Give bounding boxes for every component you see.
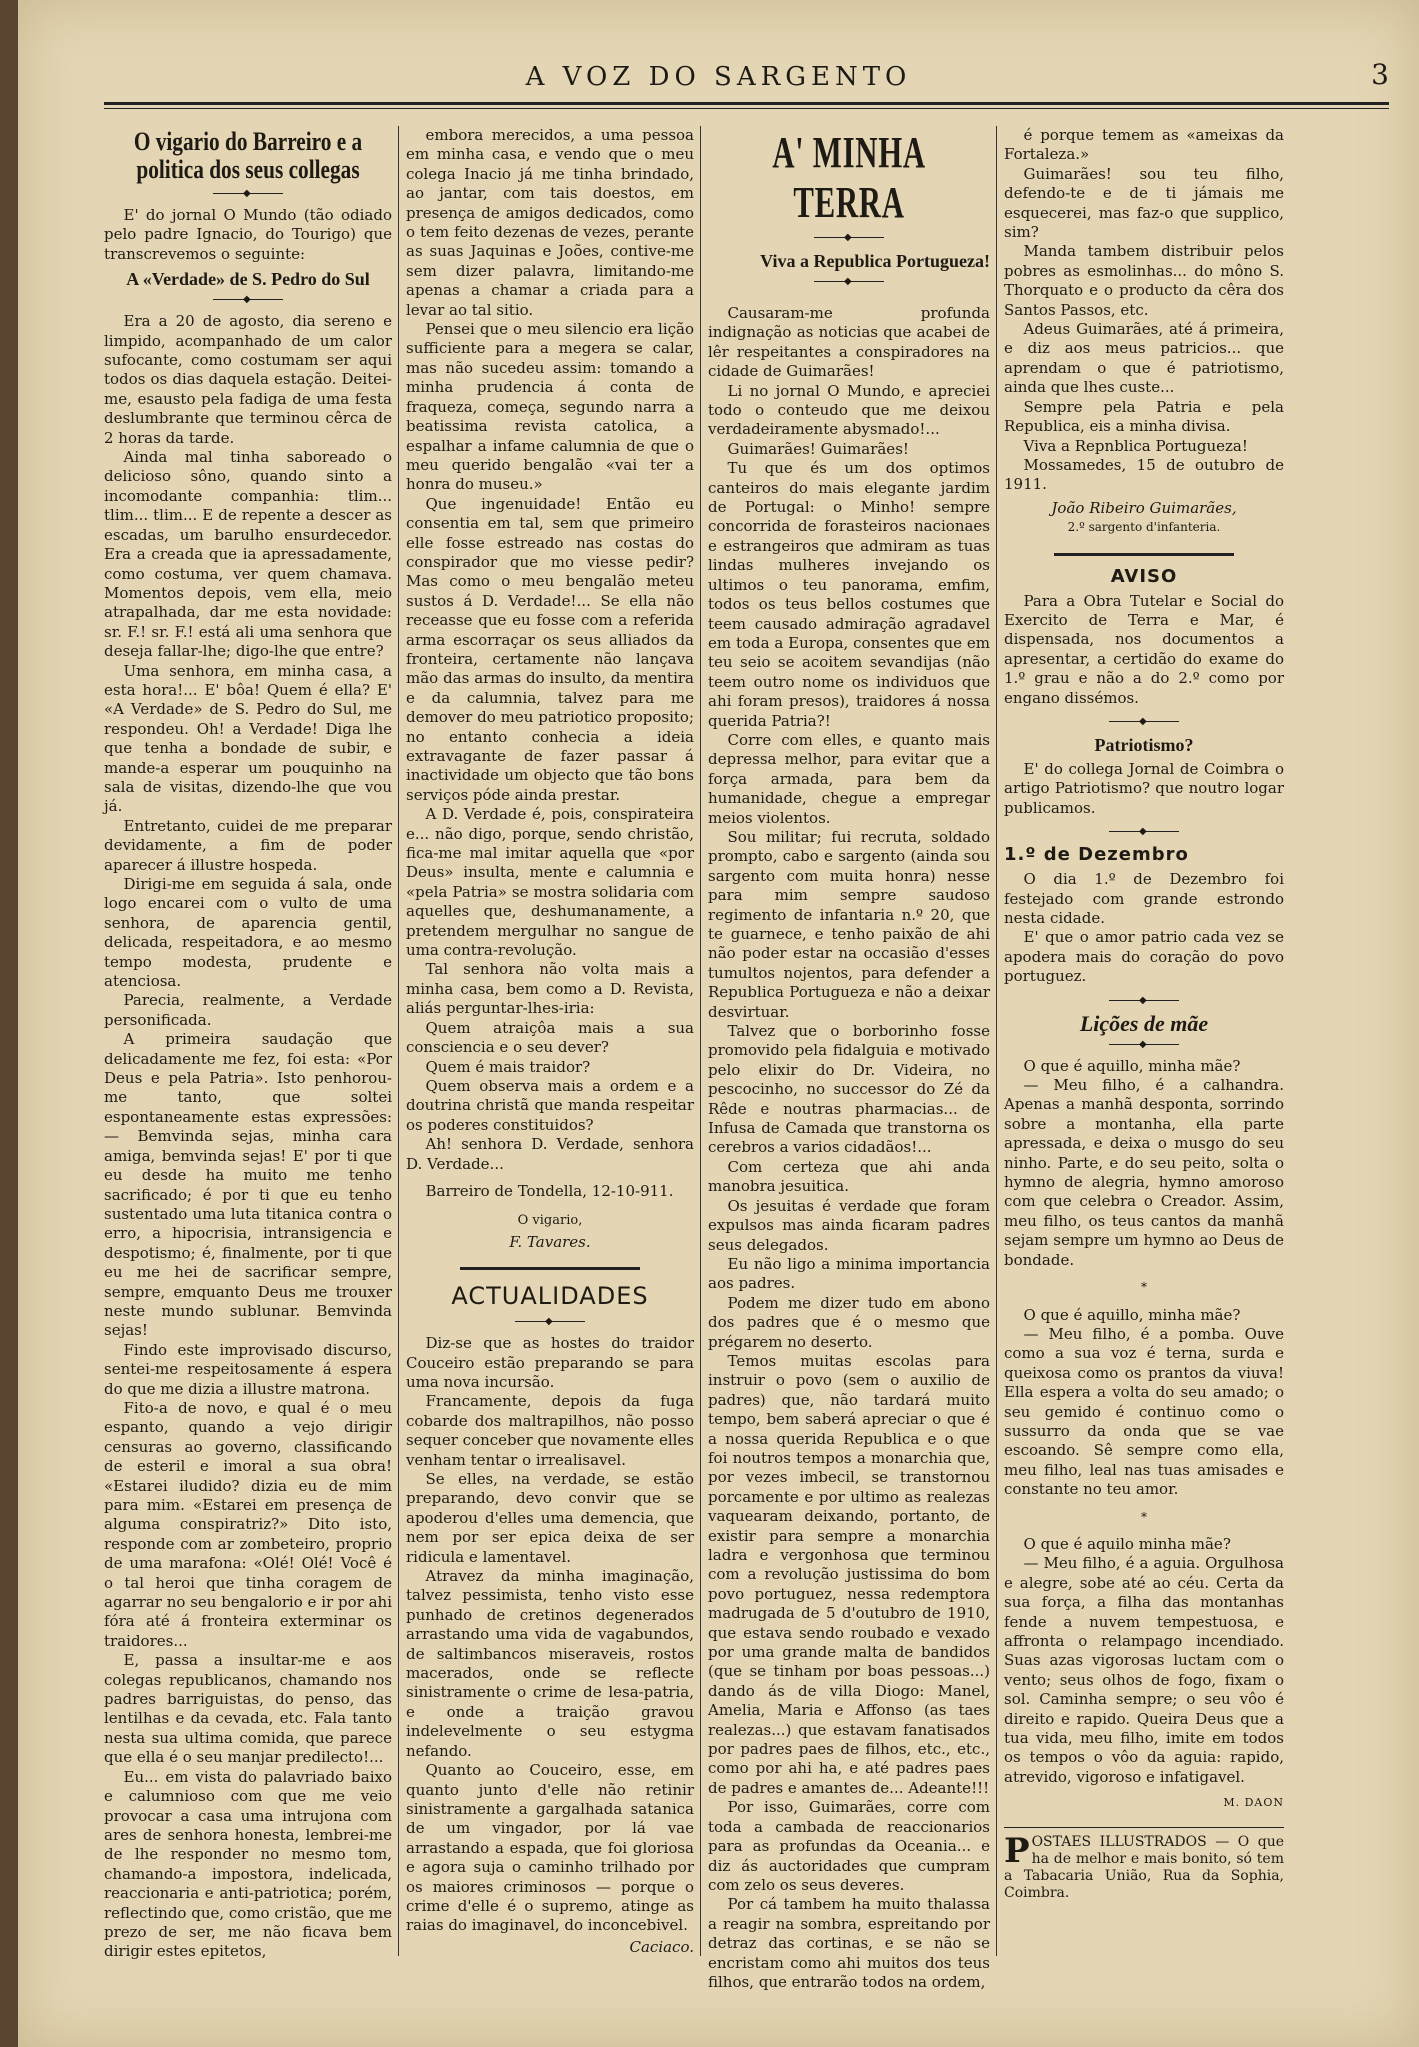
- article-dateline: Barreiro de Tondella, 12-10-911.: [425, 1181, 674, 1200]
- author-role: O vigario,: [517, 1213, 583, 1229]
- column-divider: [398, 126, 399, 1956]
- paragraph: Que ingenuidade! Então eu consentia em tal, sem que primeiro elle fosse estreado nas costas do conspirador que mo viesse pedir? Mas como o meu bengalão meteu sustos á D. Verdade!... Se ella não receasse que eu fosse com a referida arma escorraçar os seus alliados da fronteira, certamente não lançava mão das armas do insulto, da mentira e da calumnia, talvez para me demover do meu patriotico proposito; no entanto conhecia a ideia extravagante de fazer passar á inactividade um objecto que tão bons serviços póde ainda prestar.: [406, 494, 694, 804]
- paragraph: Sempre pela Patria e pela Republica, eis a minha divisa.: [1004, 397, 1284, 436]
- paragraph: Entretanto, cuidei de me preparar devidamente, a fim de poder aparecer á illustre hospeda.: [104, 816, 392, 874]
- author-signature: M. DAON: [1223, 1796, 1284, 1810]
- stanza-answer: — Meu filho, é a calhandra. Apenas a manhã desponta, sorrindo sobre a montanha, ella parte apressada, e deixa o musgo do seu ninho. Parte, e do seu peito, solta o hymno de alegria, hymno amoroso com que celebra o Creador. Assim, meu filho, os teus cantos da manhã sejam sempre um hymno ao Deus de bondade.: [1004, 1076, 1284, 1269]
- page-header: [18, 44, 1419, 114]
- article-intro: E' do jornal O Mundo (tão odiado pelo padre Ignacio, do Tourigo) que transcrevemos o seguinte:: [104, 206, 392, 263]
- notice-text: Para a Obra Tutelar e Social do Exercito de Terra e Mar, é dispensada, nos documentos a apresentar, a certidão do exame do 1.º grau e não a do 2.º como por engano dissémos.: [1004, 591, 1284, 707]
- stanza-question: O que é aquillo, minha mãe?: [1023, 1305, 1241, 1324]
- column-2: [406, 126, 694, 1956]
- article-title: O vigario do Barreiro e a politica dos seus collegas: [133, 127, 363, 184]
- ornament-divider: [1004, 716, 1284, 728]
- paragraph: Por cá tambem ha muito thalassa a reagir na sombra, espreitando por detraz das cortinas, e se não se encristam como ahi muitos dos teus filhos, que entrarão todos na ordem,: [708, 1895, 990, 1991]
- section-rule: [1004, 548, 1284, 560]
- article-body: [104, 312, 392, 1962]
- article-subtitle: Viva a Republica Portugueza!: [760, 251, 990, 271]
- stanza-separator: *: [1141, 1509, 1147, 1524]
- page-number: 3: [1371, 58, 1389, 91]
- article-body-continued: [1004, 126, 1284, 495]
- ad-text: OSTAES ILLUSTRADOS — O que ha de melhor e mais bonito, só tem a Tabacaria União, Rua da Sophia, Coimbra.: [1004, 1833, 1284, 1901]
- notice-body: [1004, 870, 1284, 986]
- paragraph: Talvez que o borborinho fosse promovido pela fidalguia e motivado pelo elixir do Dr. Videira, no pescocinho, no successor do Zé da Rêde e noutras pharmacias... de Infusa de Camada que transtorna os cerebros a varios cidadãos!...: [708, 1022, 990, 1157]
- article-subtitle: A «Verdade» de S. Pedro do Sul: [126, 269, 370, 290]
- poem-stanza: [1004, 1306, 1284, 1500]
- author-signature: Caciaco.: [629, 1937, 694, 1956]
- section-rule: [406, 1262, 694, 1274]
- section-title: ACTUALIDADES: [451, 1282, 649, 1311]
- paragraph: Por isso, Guimarães, corre com toda a cambada de reaccionarios para as profundas da Oceania... e diz ás auctoridades que cumpram com zelo os seus deveres.: [708, 1798, 990, 1894]
- stanza-answer: — Meu filho, é a aguia. Orgulhosa e alegre, sobe até ao céu. Certa da sua força, a filha das montanhas fende a nuvem tempestuosa, e affronta o relampago incendiado. Suas azas vigorosas luctam com o vento; seus olhos de fogo, fixam o sol. Caminha sempre; o seu vôo é direito e rapido. Queira Deus que a tua vida, meu filho, imite em todos os tempos o vôo da aguia: rapido, atrevido, vigoroso e infatigavel.: [1004, 1554, 1284, 1786]
- paragraph: Com certeza que ahi anda manobra jesuitica.: [708, 1157, 990, 1196]
- stanza-answer: — Meu filho, é a pomba. Ouve como a sua voz é terna, surda e queixosa como os prantos da viuva! Ella espera a volta do seu amado; o seu gemido é continuo como o sussurro da onda que se vae escoando. Sê sempre como ella, meu filho, leal nas tuas amisades e constante no teu amor.: [1004, 1324, 1284, 1499]
- paragraph: Se elles, na verdade, se estão preparando, devo convir que se apoderou d'elles uma demencia, que nem por ser epica deixa de ser ridicula e lamentavel.: [406, 1470, 694, 1566]
- paragraph: Sou militar; fui recruta, soldado prompto, cabo e sargento (ainda sou sargento com muita honra) nesse para mim sempre saudoso regimento de infantaria n.º 20, que te guarnece, e tenho paixão de ahi não poder estar na occasião d'esses tumultos nojentos, para defender a Republica Portugueza e não a deixar desvirtuar.: [708, 827, 990, 1021]
- notice-title: 1.º de Dezembro: [1004, 844, 1189, 866]
- paragraph: A primeira saudação que delicadamente me fez, foi esta: «Por Deus e pela Patria». Isto penhorou-me tanto, que soltei espontaneamente estas expressões: — Bemvinda sejas, minha cara amiga, bemvinda sejas! E' por ti que eu desde ha muito me tenho sacrificado; é por ti que eu tenho sustentado uma luta titanica contra o erro, a hipocrisia, intransigencia e despotismo; é, finalmente, por ti que eu me hei de sacrificar sempre, sempre, emquanto Deus me trouxer neste mundo sublunar. Bemvinda sejas!: [104, 1030, 392, 1340]
- ornament-divider: [406, 1316, 694, 1328]
- paragraph: Diz-se que as hostes do traidor Couceiro estão preparando se para uma nova incursão.: [406, 1334, 694, 1391]
- paragraph: A D. Verdade é, pois, conspirateira e... não digo, porque, sendo christão, fica-me mal imitar aquella que «por Deus» insulta, mente e calumnia e «pela Patria» se mostra solidaria com aquelles que, deshumanamente, a pretendem mergulhar no sangue de uma contra-revolução.: [406, 805, 694, 960]
- ornament-divider: [1004, 826, 1284, 838]
- paragraph: Pensei que o meu silencio era lição sufficiente para a megera se calar, mas não sucedeu assim: tomando a minha prudencia á conta de fraqueza, começa, segundo narra a beatissima revista catolica, a espalhar a infame calumnia de que o meu querido bengalão «vai ter a honra do museu.»: [406, 320, 694, 494]
- column-divider: [996, 126, 997, 1956]
- paragraph: Quem observa mais a ordem e a doutrina christã que manda respeitar os poderes constituidos?: [406, 1076, 694, 1134]
- author-signature: F. Tavares.: [509, 1232, 591, 1251]
- newspaper-page: [18, 0, 1419, 2047]
- ornament-divider: [1004, 1039, 1284, 1051]
- paragraph: Dirigi-me em seguida á sala, onde logo encarei com o vulto de uma senhora, de aparencia gentil, delicada, respeitadora, e ao mesmo tempo modesta, prudente e atenciosa.: [104, 875, 392, 991]
- paragraph: E, passa a insultar-me e aos colegas republicanos, chamando nos padres barriguistas, do penso, das lentilhas e da cevada, etc. Fala tanto nesta sua ultima comida, que parece que ella é o seu manjar predilecto!...: [104, 1651, 392, 1767]
- notice-text: E' do collega Jornal de Coimbra o artigo Patriotismo? que noutro logar publicamos.: [1004, 759, 1284, 817]
- ornament-divider: [708, 276, 990, 288]
- paragraph: Parecia, realmente, a Verdade personificada.: [104, 991, 392, 1029]
- paragraph: Uma senhora, em minha casa, a esta hora!... E' bôa! Quem é ella? E' «A Verdade» de S. Pedro do Sul, me respondeu. Oh! a Verdade! Diga lhe que tenha a bondade de subir, e mande-a esperar um pouquinho na sala de visitas, dizendo-lhe que vou já.: [104, 661, 392, 816]
- paragraph: Adeus Guimarães, até á primeira, e diz aos meus patricios... que aprendam o que é patriotismo, ainda que lhes custe...: [1004, 320, 1284, 397]
- paragraph: Quanto ao Couceiro, esse, em quanto junto d'elle não retinir sinistramente a gargalhada satanica de um vingador, por lá vae arrastando a espada, que foi gloriosa e agora suja o caminho trilhado por os maiores criminosos — porque o crime d'elle é o supremo, atinge as raias do imaginavel, do inconcebivel.: [406, 1761, 694, 1935]
- paragraph: Francamente, depois da fuga cobarde dos maltrapilhos, não posso sequer conceber que novamente elles venham tentar o irrealisavel.: [406, 1392, 694, 1469]
- stanza-separator: *: [1141, 1280, 1147, 1295]
- notice-title: AVISO: [1110, 565, 1178, 587]
- column-3: [708, 126, 990, 1991]
- author-role: 2.º sargento d'infanteria.: [1067, 520, 1221, 535]
- paragraph: Ainda mal tinha saboreado o delicioso sôno, quando sinto a incomodante companhia: tlim... tlim... tlim... E de repente a descer as escadas, um barulho ensurdecedor. Era a creada que ia apressadamente, como costuma, ver quem chamava. Momentos depois, vem ella, meio atrapalhada, dar me esta novidade: sr. F.! sr. F.! está ali uma senhora que deseja fallar-lhe; digo-lhe que entre?: [104, 448, 392, 661]
- ornament-divider: [104, 188, 392, 200]
- masthead-title: A VOZ DO SARGENTO: [525, 62, 912, 92]
- paragraph: Tal senhora não volta mais a minha casa, bem como a D. Revista, aliás perguntar-lhes-iria:: [406, 960, 694, 1018]
- paragraph: Causaram-me profunda indignação as noticias que acabei de lêr respeitantes a conspiradores na cidade de Guimarães!: [708, 304, 990, 381]
- paragraph: Eu não ligo a minima importancia aos padres.: [708, 1254, 990, 1293]
- paragraph: Eu... em vista do palavriado baixo e calumnioso com que me veio provocar a casa uma intrujona com ares de senhora honesta, lembrei-me de lhe responder no mesmo tom, chamando-a impostora, indelicada, reaccionaria e anti-patriotica; porém, reflectindo que, como cristão, que me prezo de ser, me não ficava bem dirigir estes epitetos,: [104, 1767, 392, 1961]
- paragraph: Quem é mais traidor?: [425, 1057, 591, 1076]
- paragraph: Viva a Repnblica Portugueza!: [1023, 436, 1248, 455]
- header-rule-thin: [104, 108, 1389, 109]
- paragraph: Quem atraiçôa mais a sua consciencia e o seu dever?: [406, 1018, 694, 1057]
- paragraph: Temos muitas escolas para instruir o povo (sem o auxilio de padres) que, não tardará muito tempo, bem saberá apreciar o que é a nossa querida Republica e o que foi noutros tempos a monarchia que, por vezes imbecil, se transtornou porcamente e por ultimo as realezas vaquearam deixando, portanto, de existir para sempre a monarchia ladra e vergonhosa que terminou com a revolução justissima do bom povo portuguez, nessa redemptora madrugada de 5 d'outubro de 1910, que estava sendo roubado e vexado por uma grande malta de bandidos (que se tinham por boas pessoas...) dando ás de villa Diogo: Manel, Amelia, Maria e Affonso (as taes realezas...) que estavam fanatisados por padres paes de filhos, etc., etc., como por ahi ha, e até padres paes de padres e amantes de... Adeante!!!: [708, 1351, 990, 1797]
- stanza-question: O que é aquilo minha mãe?: [1023, 1534, 1231, 1553]
- paragraph: Manda tambem distribuir pelos pobres as esmolinhas... do môno S. Thorquato e o producto da cêra dos Santos Passos, etc.: [1004, 242, 1284, 319]
- poem-stanza: [1004, 1057, 1284, 1270]
- poem-stanza: [1004, 1535, 1284, 1787]
- paragraph: Li no jornal O Mundo, e apreciei todo o conteudo que me deixou verdadeiramente abysmado!...: [708, 381, 990, 439]
- section-body: [406, 1334, 694, 1936]
- column-1: [104, 126, 392, 1961]
- article-body-continued: [406, 126, 694, 1174]
- article-body: [708, 304, 990, 1992]
- paragraph: O dia 1.º de Dezembro foi festejado com grande estrondo nesta cidade.: [1004, 870, 1284, 927]
- paragraph: Atravez da minha imaginação, talvez pessimista, tenho visto esse punhado de cretinos degenerados arrastando uma vida de vagabundos, de saltimbancos miseraveis, rostos macerados, onde se reflecte sinistramente o crime de lesa-patria, e onde a traição gravou indelevelmente o seu estygma nefando.: [406, 1567, 694, 1760]
- notice-title: Patriotismo?: [1094, 734, 1194, 755]
- advertisement: [1004, 1827, 1284, 1902]
- paragraph: embora merecidos, a uma pessoa em minha casa, e vendo que o meu colega Inacio já me tinha brindado, ao jantar, com tais doestos, em presença de amigos dedicados, como o tem feito dezenas de vezes, perante as suas Jaquinas e Joões, contive-me sem dizer palavra, limitando-me apenas a chamar a criada para a levar ao tal sitio.: [406, 126, 694, 319]
- paragraph: Findo este improvisado discurso, sentei-me respeitosamente á espera do que me dizia a illustre matrona.: [104, 1340, 392, 1398]
- author-signature: João Ribeiro Guimarães,: [1051, 498, 1237, 517]
- paragraph: Mossamedes, 15 de outubro de 1911.: [1004, 455, 1284, 494]
- paragraph: Corre com elles, e quanto mais depressa melhor, para evitar que a força armada, para bem da humanidade, chegue a empregar meios violentos.: [708, 730, 990, 827]
- article-title: A' MINHA TERRA: [772, 128, 926, 227]
- paragraph: Os jesuitas é verdade que foram expulsos mas ainda ficaram padres seus delegados.: [708, 1196, 990, 1254]
- paragraph: Guimarães! sou teu filho, defendo-te e de ti jámais me esquecerei, mas faz-o que supplico, sim?: [1004, 164, 1284, 242]
- paragraph: Era a 20 de agosto, dia sereno e limpido, acompanhado de um calor sufocante, como costumam ser aqui todos os dias daquela estação. Deitei-me, esausto pela fadiga de uma festa deslumbrante que terminou cêrca de 2 horas da tarde.: [104, 312, 392, 447]
- column-divider: [700, 126, 701, 1956]
- stanza-question: O que é aquillo, minha mãe?: [1023, 1056, 1241, 1075]
- ad-dropcap: P: [1004, 1830, 1030, 1871]
- header-rule: [104, 102, 1389, 105]
- paragraph: E' que o amor patrio cada vez se apodera mais do coração do povo portuguez.: [1004, 928, 1284, 986]
- paragraph: Ah! senhora D. Verdade, senhora D. Verdade...: [406, 1135, 694, 1173]
- column-4: [1004, 126, 1284, 1956]
- ornament-divider: [104, 294, 392, 306]
- paragraph: Fito-a de novo, e qual é o meu espanto, quando a vejo dirigir censuras ao governo, classificando de esteril e imoral a sua obra! «Estarei iludido? dizia eu de mim para mim. «Estarei em presença de alguma conspiratriz?» Dito isto, responde com ar zombeteiro, proprio de uma marafona: «Olé! Olé! Você é o tal heroi que tinha coragem de agarrar no seu bengalorio e ir por ahi fóra até á fronteira exterminar os traidores...: [104, 1398, 392, 1650]
- paragraph: Podem me dizer tudo em abono dos padres que é o mesmo que prégarem no deserto.: [708, 1293, 990, 1351]
- section-title: Lições de mãe: [1079, 1010, 1209, 1036]
- ornament-divider: [1004, 995, 1284, 1007]
- paragraph: é porque temem as «ameixas da Fortaleza.»: [1004, 126, 1284, 164]
- paragraph: Guimarães! Guimarães!: [727, 439, 909, 458]
- paragraph: Tu que és um dos optimos canteiros do mais elegante jardim de Portugal: o Minho! sempre concorrida de forasteiros nacionaes e estrangeiros que admiram as tuas lindas mulheres invejando os ultimos o teu panorama, emfim, todos os teus bellos costumes que teem causado admiração agradavel em toda a Europa, consentes que em teu seio se acoitem sevandijas (não teem outro nome os individuos que ahi foram presos), traidores á nossa querida Patria?!: [708, 459, 990, 730]
- ornament-divider: [708, 232, 990, 244]
